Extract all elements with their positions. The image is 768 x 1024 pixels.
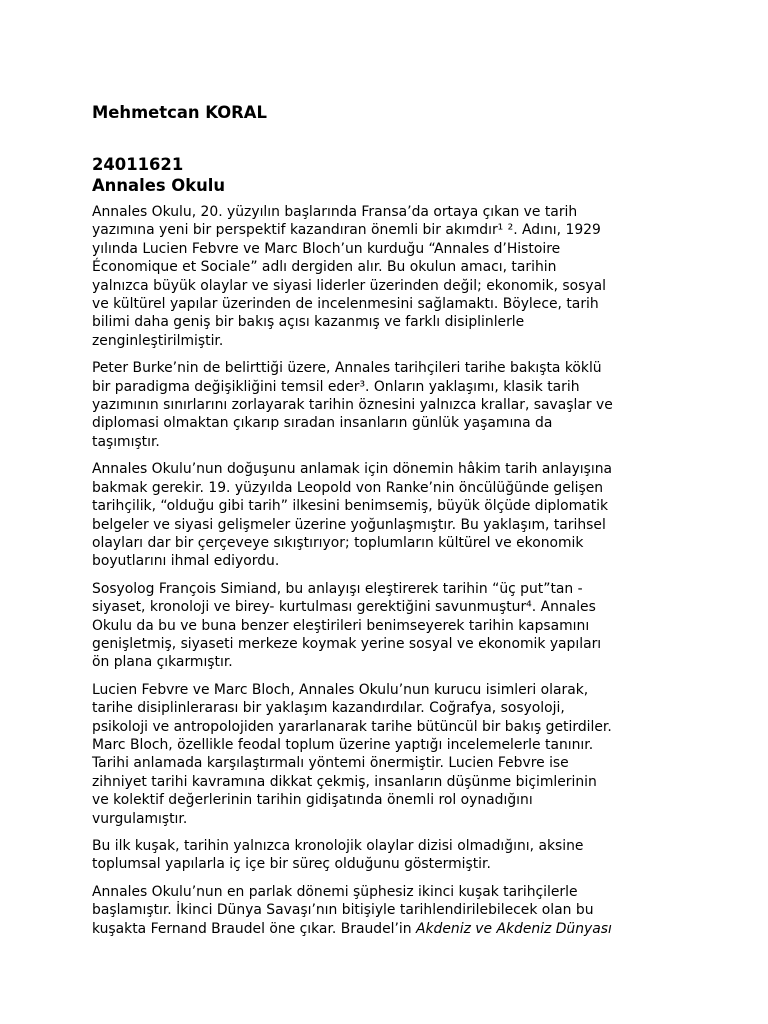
text-line: Lucien Febvre ve Marc Bloch, Annales Okulu’nun kurucu isimleri olarak, <box>92 681 589 698</box>
text-line: genişletmiş, siyaseti merkeze koymak yerine sosyal ve ekonomik yapıları <box>92 635 602 652</box>
text-line: toplumsal yapılarla iç içe bir süreç olduğunu göstermiştir. <box>92 856 491 873</box>
text-line: Bu ilk kuşak, tarihin yalnızca kronolojik olaylar dizisi olmadığını, aksine <box>92 838 584 854</box>
author-name: Mehmetcan KORAL <box>92 103 267 122</box>
text-line: yalnızca büyük olaylar ve siyasi liderler üzerinden değil; ekonomik, sosyal <box>92 277 606 294</box>
text-line: başlamıştır. İkinci Dünya Savaşı’nın bitişiyle tarihlendirilebilecek olan bu <box>92 902 594 919</box>
text-line: diplomasi olmaktan çıkarıp sıradan insanların günlük yaşamına da <box>92 415 553 432</box>
text-line: ve kültürel yapılar üzerinden de incelenmesini sağlamaktı. Böylece, tarih <box>92 296 599 313</box>
text-line: bir paradigma değişikliğini temsil eder³. Onların yaklaşımı, klasik tarih <box>92 378 580 395</box>
body-paragraph <box>92 580 676 672</box>
text-line: yazımına yeni bir perspektif kazandıran önemli bir akımdır¹ ². Adını, 1929 <box>92 222 601 239</box>
document-body <box>92 203 676 938</box>
text-line: taşımıştır. <box>92 433 160 450</box>
text-line: belgeler ve siyasi gelişmeler üzerine yoğunlaşmıştır. Bu yaklaşım, tarihsel <box>92 516 606 533</box>
body-paragraph <box>92 883 676 938</box>
text-line: bilimi daha geniş bir bakış açısı kazanmış ve farklı disiplinlerle <box>92 314 525 331</box>
text-line: Annales Okulu, 20. yüzyılın başlarında Fransa’da ortaya çıkan ve tarih <box>92 204 578 220</box>
text-line: tarihe disiplinlerarası bir yaklaşım kazandırdılar. Coğrafya, sosyoloji, <box>92 700 565 717</box>
student-id: 24011621 <box>92 155 184 174</box>
text-line <box>92 920 676 938</box>
text-line: Économique et Sociale” adlı dergiden alır. Bu okulun amacı, tarihin <box>92 259 557 276</box>
text-line: Peter Burke’nin de belirttiği üzere, Annales tarihçileri tarihe bakışta köklü <box>92 360 602 377</box>
text-line: siyaset, kronoloji ve birey- kurtulması gerektiğini savunmuştur⁴. Annales <box>92 599 596 616</box>
text-line: zihniyet tarihi kavramına dikkat çekmiş, insanların düşünme biçimlerinin <box>92 773 597 790</box>
text-line: bakmak gerekir. 19. yüzyılda Leopold von Ranke’nin öncülüğünde gelişen <box>92 479 604 496</box>
body-paragraph <box>92 837 676 874</box>
text-line: yazımının sınırlarını zorlayarak tarihin öznesini yalnızca krallar, savaşlar ve <box>92 397 613 414</box>
text-line: tarihçilik, “olduğu gibi tarih” ilkesini benimsemiş, büyük ölçüde diplomatik <box>92 498 609 515</box>
document-title: Annales Okulu <box>92 176 226 195</box>
text-line: Annales Okulu’nun doğuşunu anlamak için dönemin hâkim tarih anlayışına <box>92 461 613 478</box>
text-line: vurgulamıştır. <box>92 810 188 827</box>
body-paragraph <box>92 359 676 451</box>
text-line: boyutlarını ihmal ediyordu. <box>92 553 280 570</box>
text-line: Marc Bloch, özellikle feodal toplum üzerine yaptığı incelemelerle tanınır. <box>92 736 594 753</box>
text-line: ve kolektif değerlerinin tarihin gidişatında önemli rol oynadığını <box>92 792 533 809</box>
text-line: psikoloji ve antropolojiden yararlanarak tarihe bütüncül bir bakış getirdiler. <box>92 718 612 735</box>
text-line: Tarihi anlamada karşılaştırmalı yöntemi önermiştir. Lucien Febvre ise <box>92 755 569 772</box>
body-paragraph <box>92 203 676 350</box>
text-line: ön plana çıkarmıştır. <box>92 654 233 671</box>
body-paragraph <box>92 681 676 828</box>
text-line: Annales Okulu’nun en parlak dönemi şüphesiz ikinci kuşak tarihçilerle <box>92 883 578 900</box>
text-line: yılında Lucien Febvre ve Marc Bloch’un kurduğu “Annales d’Histoire <box>92 240 561 257</box>
text-line: olayları dar bir çerçeveye sıkıştırıyor; toplumların kültürel ve ekonomik <box>92 534 584 551</box>
text-line: Sosyolog François Simiand, bu anlayışı eleştirerek tarihin “üç put”tan - <box>92 580 583 597</box>
text-line: zenginleştirilmiştir. <box>92 332 224 349</box>
body-paragraph <box>92 460 676 570</box>
text-line: Okulu da bu ve buna benzer eleştirileri benimseyerek tarihin kapsamını <box>92 617 590 634</box>
text-segment: kuşakta Fernand Braudel öne çıkar. Braudel’in <box>92 920 416 937</box>
book-title-italic: Akdeniz ve Akdeniz Dünyası <box>416 920 612 937</box>
